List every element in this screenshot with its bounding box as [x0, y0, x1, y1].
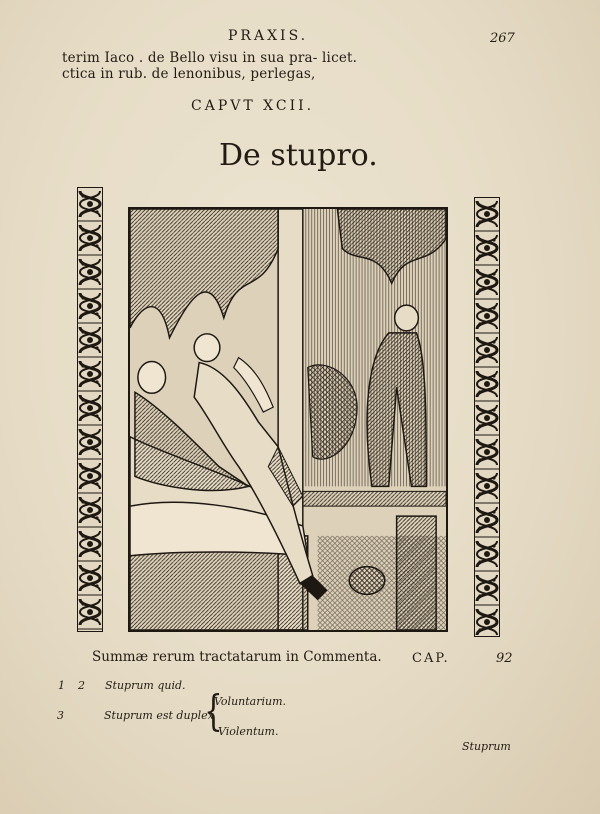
- page-number: 267: [490, 31, 515, 46]
- running-header: PRAXIS.: [228, 28, 309, 44]
- catchword: Stuprum: [462, 740, 511, 753]
- woodcut-illustration: [128, 207, 448, 632]
- ornamental-border-left: [77, 187, 103, 632]
- branch-text: Violentum.: [218, 725, 279, 738]
- brace-glyph: {: [204, 686, 223, 735]
- chapter-title: De stupro.: [219, 138, 378, 173]
- entry-number: 2: [78, 679, 85, 692]
- entry-number: 3: [57, 709, 64, 722]
- summary-title: Summæ rerum tractatarum in Commenta.: [92, 649, 382, 665]
- branch-text: Voluntarium.: [214, 695, 287, 708]
- entry-text: Stuprum est duplex: [104, 709, 214, 722]
- chapter-heading: CAPVT XCII.: [191, 98, 315, 114]
- entry-text: Stuprum quid.: [105, 679, 186, 692]
- ornamental-border-right: [474, 197, 500, 637]
- text-line-2: ctica in rub. de lenonibus, perlegas,: [62, 66, 316, 82]
- cap-label: CAP.: [412, 651, 450, 666]
- text-line-1: terim Iaco . de Bello visu in sua pra- licet.: [62, 50, 358, 66]
- entry-number: 1: [58, 679, 65, 692]
- cap-number: 92: [496, 651, 513, 666]
